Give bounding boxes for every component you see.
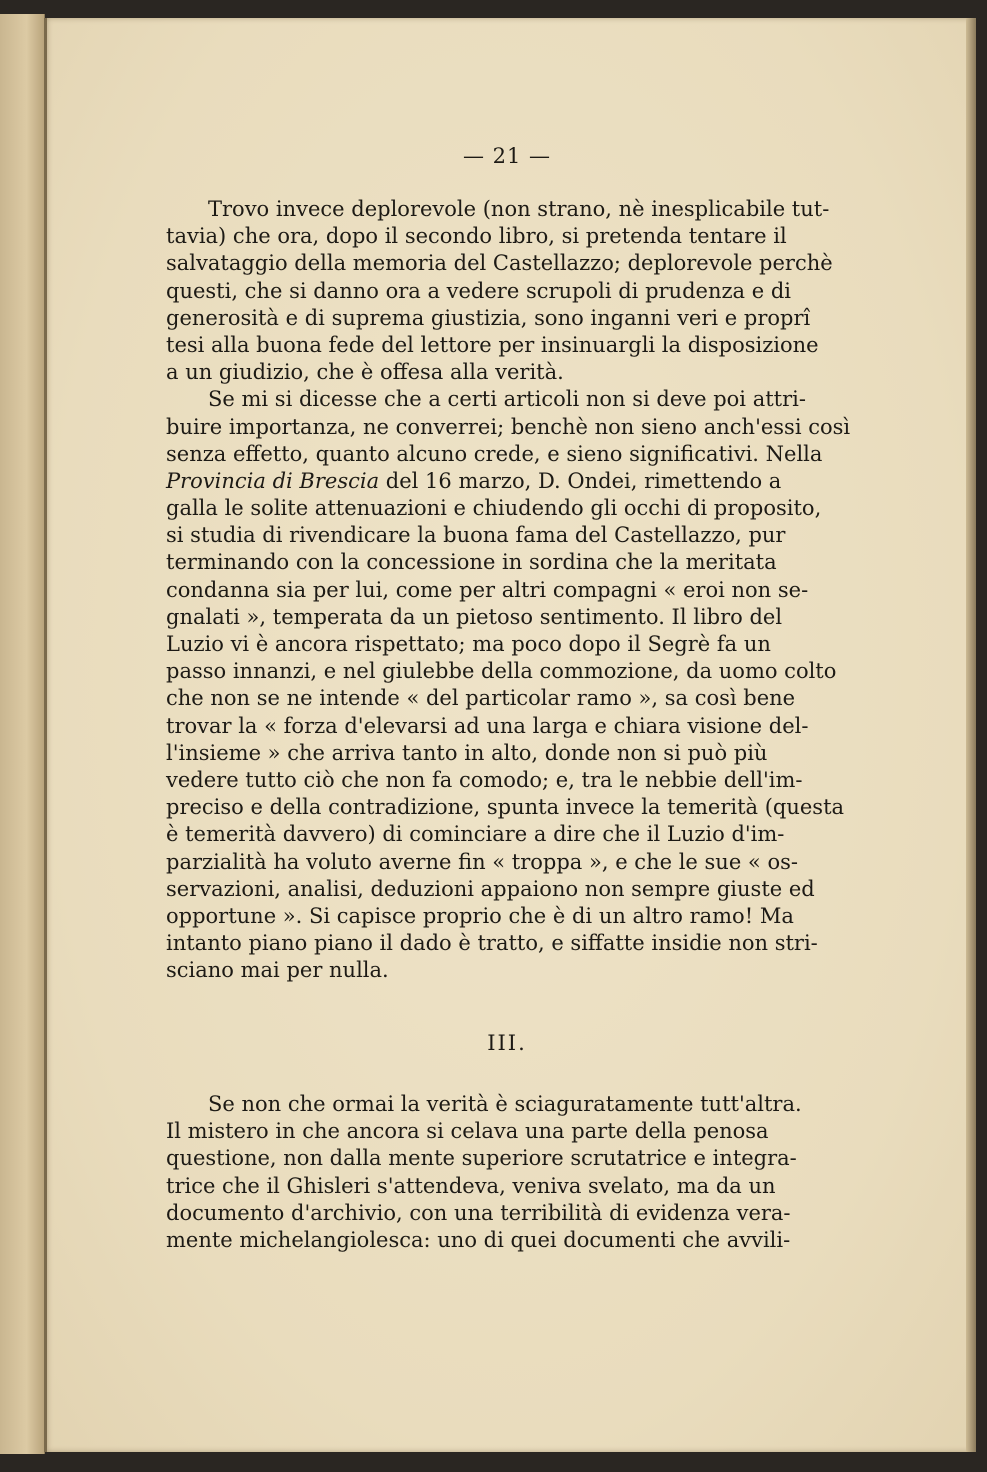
text-line: senza effetto, quanto alcuno crede, e sieno significativi. Nella [166,441,823,466]
text-line: vedere tutto ciò che non fa comodo; e, tra le nebbie dell'im- [166,767,803,792]
text-line: mente michelangiolesca: uno di quei documenti che avvili- [166,1227,791,1252]
text-line: Provincia di Brescia del 16 marzo, D. Ondei, rimettendo a [166,468,782,493]
newspaper-title: Provincia di Brescia [166,468,380,493]
text-line: tavia) che ora, dopo il secondo libro, si pretenda tentare il [166,224,787,249]
text-line: questi, che si danno ora a vedere scrupoli di prudenza e di [166,278,791,303]
text-line: buire importanza, ne converrei; benchè non sieno anch'essi così [166,414,851,439]
text-line: tesi alla buona fede del lettore per insinuargli la disposizione [166,332,819,357]
text-line: trovar la « forza d'elevarsi ad una larga e chiara visione del- [166,713,809,738]
body-text-bottom [166,1091,802,1254]
body-text-top [166,196,851,984]
text-line: salvataggio della memoria del Castellazzo; deplorevole perchè [166,251,833,276]
text-line: trice che il Ghisleri s'attendeva, veniva svelato, ma da un [166,1173,776,1198]
text-line: l'insieme » che arriva tanto in alto, donde non si può più [166,740,768,765]
previous-page-edge [0,14,45,1454]
text-line: parzialità ha voluto averne fin « troppa », e che le sue « os- [166,849,798,874]
page-number: — 21 — [462,144,552,168]
text-line: questione, non dalla mente superiore scrutatrice e integra- [166,1146,797,1171]
text-line: si studia di rivendicare la buona fama del Castellazzo, pur [166,523,786,548]
text-line: che non se ne intende « del particolar ramo », sa così bene [166,686,796,711]
book-page [44,18,970,1452]
text-line: terminando con la concessione in sordina che la meritata [166,550,777,575]
page-right-edge [966,18,976,1452]
text-line: Il mistero in che ancora si celava una parte della penosa [166,1119,769,1144]
text-line: Luzio vi è ancora rispettato; ma poco dopo il Segrè fa un [166,632,771,656]
page-gutter [44,18,47,1452]
text-line: opportune ». Si capisce proprio che è di un altro ramo! Ma [166,903,794,928]
text-line: Trovo invece deplorevole (non strano, nè inesplicabile tut- [208,197,830,221]
text-line: condanna sia per lui, come per altri compagni « eroi non se- [166,577,809,602]
text-line: galla le solite attenuazioni e chiudendo gli occhi di proposito, [166,496,822,521]
text-line: documento d'archivio, con una terribilità di evidenza vera- [166,1200,791,1225]
text-line: passo innanzi, e nel giulebbe della commozione, da uomo colto [166,659,837,684]
text-line: servazioni, analisi, deduzioni appaiono non sempre giuste ed [166,876,815,901]
text-line: a un giudizio, che è offesa alla verità. [166,360,564,385]
text-line: Se non che ormai la verità è sciaguratamente tutt'altra. [208,1092,802,1116]
text-line: Se mi si dicesse che a certi articoli non si deve poi attri- [208,387,806,412]
text-line: generosità e di suprema giustizia, sono inganni veri e proprî [166,305,811,330]
text-line: sciano mai per nulla. [166,958,389,983]
text-line: gnalati », temperata da un pietoso sentimento. Il libro del [166,604,783,629]
text-line: intanto piano piano il dado è tratto, e siffatte insidie non stri- [166,931,818,956]
text-line: è temerità davvero) di cominciare a dire che il Luzio d'im- [166,822,785,847]
section-heading: III. [487,1031,527,1055]
text-line: preciso e della contradizione, spunta invece la temerità (questa [166,795,845,820]
